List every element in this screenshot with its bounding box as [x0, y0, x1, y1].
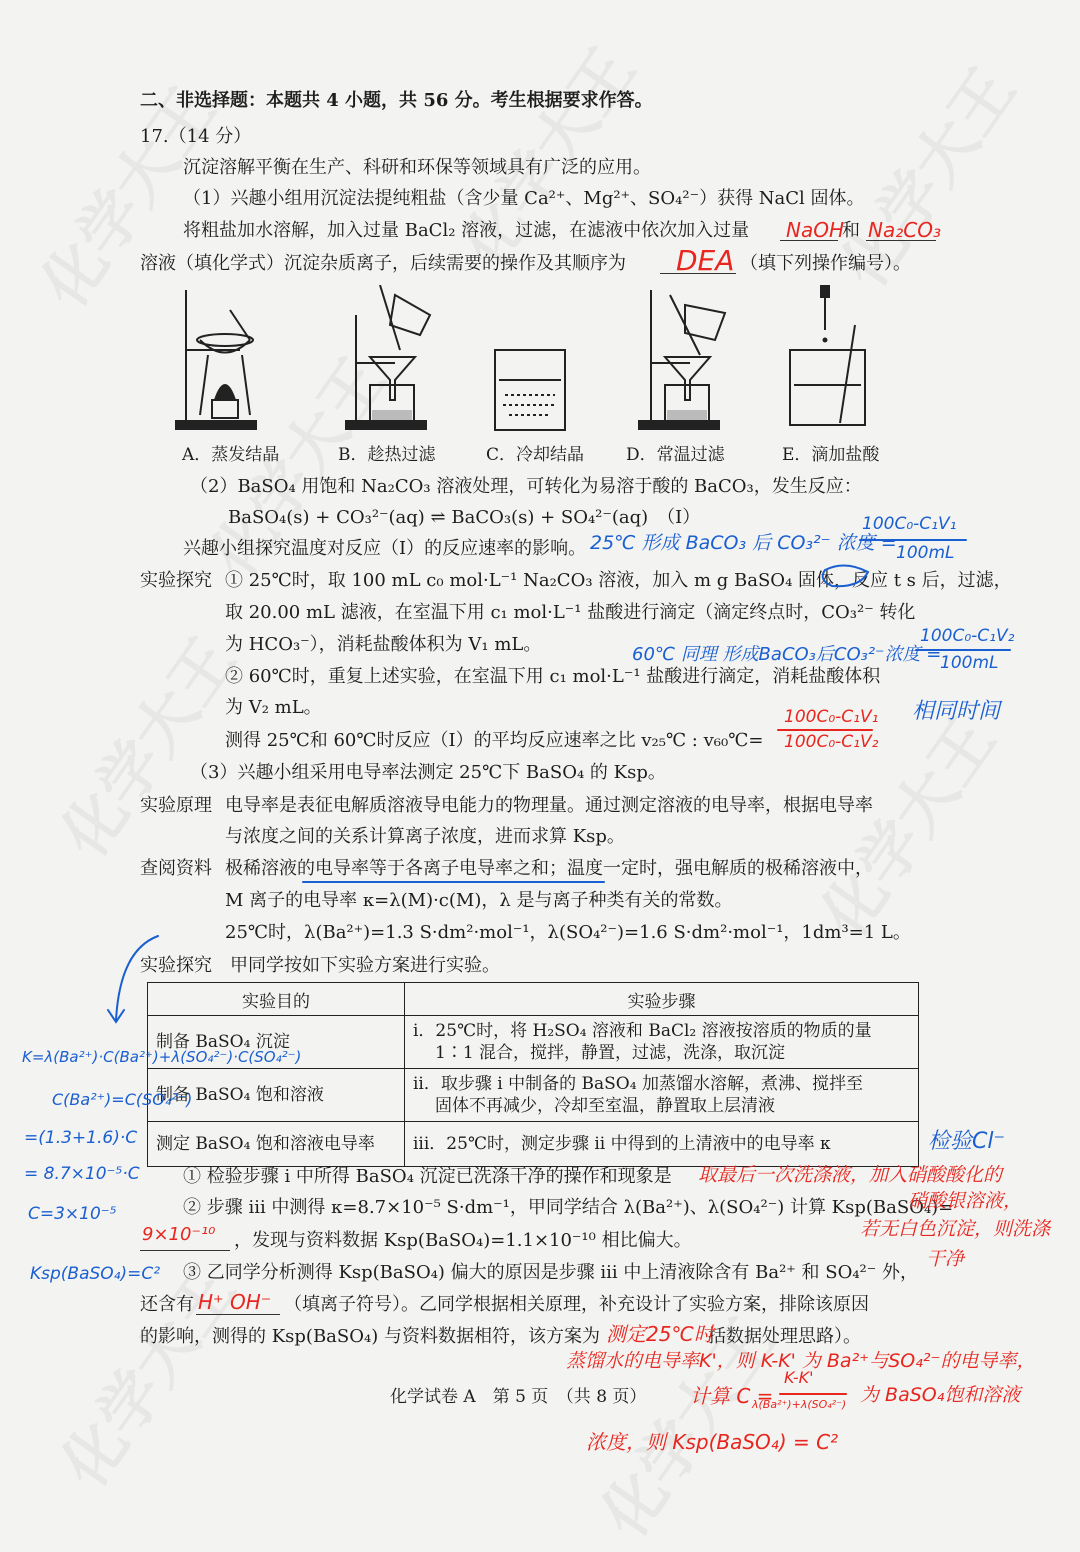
exp2-line2: 为 V₂ mL。	[225, 697, 322, 718]
sub2-line2: ，发现与资料数据 Ksp(BaSO₄)=1.1×10⁻¹⁰ 相比偏大。	[234, 1230, 692, 1251]
frac2-numerator: 100C₀-C₁V₂	[920, 626, 1015, 646]
page-footer: 化学试卷 A 第 5 页 （共 8 页）	[390, 1387, 647, 1407]
table-cell-purpose: 制备 BaSO₄ 饱和溶液	[148, 1069, 405, 1122]
section-heading: 二、非选择题：本题共 4 小题，共 56 分。考生根据要求作答。	[140, 90, 653, 111]
reaction-equation: BaSO₄(s) + CO₃²⁻(aq) ⇌ BaCO₃(s) + SO₄²⁻(aq) （I）	[228, 507, 701, 528]
ions-answer: H⁺ OH⁻	[198, 1290, 272, 1314]
reference-line3: 25℃时，λ(Ba²⁺)=1.3 S·dm²·mol⁻¹，λ(SO₄²⁻)=1.6 S·dm²·mol⁻¹，1dm³=1 L。	[225, 922, 911, 943]
answer-na2co3: Na₂CO₃	[868, 218, 941, 242]
table-cell-steps: ii．取步骤 i 中制备的 BaSO₄ 加蒸馏水溶解，煮沸、搅拌至 固体不再减少，冷却至室温，静置取上层清液	[405, 1069, 919, 1122]
table-header-steps: 实验步骤	[405, 983, 919, 1016]
principle-line1: 电导率是表征电解质溶液导电能力的物理量。通过测定溶液的电导率，根据电导率	[225, 795, 873, 816]
answer-naoh: NaOH	[786, 218, 844, 242]
apparatus-label-d: D．常温过滤	[626, 445, 725, 465]
reference-line2: M 离子的电导率 κ=λ(M)·c(M)，λ 是与离子种类有关的常数。	[225, 890, 733, 911]
reference-line1: 极稀溶液的电导率等于各离子电导率之和；温度一定时，强电解质的极稀溶液中，	[225, 858, 873, 879]
intro-text: 沉淀溶解平衡在生产、科研和环保等领域具有广泛的应用。	[183, 157, 651, 178]
calc-line5: C=3×10⁻⁵	[28, 1204, 117, 1224]
table-cell-steps: i．25℃时，将 H₂SO₄ 溶液和 BaCl₂ 溶液按溶质的物质的量 1∶1 混合，搅拌，静置，过滤，洗涤，取沉淀	[405, 1016, 919, 1069]
note-60c: 60℃ 同理 形成BaCO₃后CO₃²⁻浓度 =	[632, 644, 942, 665]
sub3-line2: 还含有	[140, 1294, 194, 1315]
table-header-purpose: 实验目的	[148, 983, 405, 1016]
principle-label: 实验原理	[140, 795, 212, 816]
part1-and: 和	[842, 220, 860, 241]
plan-line2: 蒸馏水的电导率K'，则 K-K' 为 Ba²⁺与SO₄²⁻的电导率，	[566, 1350, 1036, 1372]
table-cell-steps: iii．25℃时，测定步骤 ii 中得到的上清液中的电导率 κ	[405, 1122, 919, 1167]
exp1-line1: ① 25℃时，取 100 mL c₀ mol·L⁻¹ Na₂CO₃ 溶液，加入 m g BaSO₄ 固体，反应 t s 后，过滤，	[225, 570, 1012, 591]
exp2-line1: ② 60℃时，重复上述实验，在室温下用 c₁ mol·L⁻¹ 盐酸进行滴定，消耗盐酸体积	[225, 666, 881, 687]
plan-line3-end: 为 BaSO₄饱和溶液	[860, 1384, 1021, 1406]
plan-fraction-numerator: K-K'	[784, 1368, 814, 1387]
ratio-line: 测得 25℃和 60℃时反应（I）的平均反应速率之比 v₂₅℃ : v₆₀℃=	[225, 730, 764, 751]
frac1-denominator: 100mL	[896, 543, 955, 563]
exp1-line2: 取 20.00 mL 滤液，在室温下用 c₁ mol·L⁻¹ 盐酸进行滴定（滴定终点时，CO₃²⁻ 转化	[225, 602, 916, 623]
wash-answer-4: 干净	[926, 1248, 965, 1270]
part1-line2: 将粗盐加水溶解，加入过量 BaCl₂ 溶液，过滤，在滤液中依次加入过量	[183, 220, 750, 241]
note-check-chloride: 检验Cl⁻	[928, 1129, 1006, 1154]
calc-line4: = 8.7×10⁻⁵·C	[24, 1164, 140, 1184]
question-number: 17.（14 分）	[140, 126, 252, 147]
exp-label: 实验探究	[140, 570, 212, 591]
sub2-line1: ② 步骤 iii 中测得 κ=8.7×10⁻⁵ S·dm⁻¹，甲同学结合 λ(Ba²⁺)、λ(SO₄²⁻) 计算 Ksp(BaSO₄)=	[183, 1197, 954, 1218]
answer-operation-order: DEA	[676, 244, 735, 277]
ksp-answer: 9×10⁻¹⁰	[142, 1224, 216, 1245]
apparatus-label-a: A．蒸发结晶	[182, 445, 280, 465]
note-25c: 25℃ 形成 BaCO₃ 后 CO₃²⁻ 浓度 =	[590, 532, 897, 554]
wash-answer-3: 若无白色沉淀，则洗涤	[860, 1218, 1051, 1240]
sub3-line1: ③ 乙同学分析测得 Ksp(BaSO₄) 偏大的原因是步骤 iii 中上清液除含有 Ba²⁺ 和 SO₄²⁻ 外，	[183, 1262, 918, 1283]
part3-line1: （3）兴趣小组采用电导率法测定 25℃下 BaSO₄ 的 Ksp。	[190, 762, 666, 783]
calc-line1: K=λ(Ba²⁺)·C(Ba²⁺)+λ(SO₄²⁻)·C(SO₄²⁻)	[22, 1048, 302, 1066]
part1-line1: （1）兴趣小组用沉淀法提纯粗盐（含少量 Ca²⁺、Mg²⁺、SO₄²⁻）获得 NaCl 固体。	[183, 188, 865, 209]
apparatus-label-b: B．趁热过滤	[338, 445, 436, 465]
sub3-line3-end: 括数据处理思路）。	[708, 1326, 861, 1347]
ratio-numerator: 100C₀-C₁V₁	[784, 707, 879, 727]
calc-line2: C(Ba²⁺)=C(SO₄²⁻)	[52, 1090, 193, 1109]
sub3-line3: 的影响，测得的 Ksp(BaSO₄) 与资料数据相符，该方案为	[140, 1326, 600, 1347]
part1-line3-end: （填下列操作编号）。	[740, 253, 911, 274]
frac2-denominator: 100mL	[940, 653, 999, 673]
exp1-line3: 为 HCO₃⁻），消耗盐酸体积为 V₁ mL。	[225, 634, 542, 655]
sub1-line: ① 检验步骤 i 中所得 BaSO₄ 沉淀已洗涤干净的操作和现象是	[183, 1166, 672, 1187]
ratio-denominator: 100C₀-C₁V₂	[784, 732, 879, 752]
calc-line6: Ksp(BaSO₄)=C²	[30, 1264, 161, 1284]
reference-label: 查阅资料	[140, 858, 212, 879]
plan-line1: 测定25℃时	[606, 1322, 714, 1346]
wash-answer-1: 取最后一次洗涤液，加入硝酸酸化的	[698, 1164, 1003, 1186]
table-cell-purpose: 测定 BaSO₄ 饱和溶液电导率	[148, 1122, 405, 1167]
note-same-time: 相同时间	[912, 699, 1001, 724]
frac1-numerator: 100C₀-C₁V₁	[862, 514, 957, 534]
apparatus-label-c: C．冷却结晶	[486, 445, 585, 465]
exp3-line: 实验探究 甲同学按如下实验方案进行实验。	[140, 955, 500, 976]
part2-line3: 兴趣小组探究温度对反应（I）的反应速率的影响。	[183, 538, 587, 559]
plan-line3: 计算 C =	[690, 1384, 774, 1408]
plan-line4: 浓度，则 Ksp(BaSO₄) = C²	[586, 1430, 839, 1454]
wash-answer-2: 硝酸银溶液，	[908, 1190, 1023, 1212]
plan-fraction-denominator: λ(Ba²⁺)+λ(SO₄²⁻)	[752, 1398, 847, 1411]
part1-line3: 溶液（填化学式）沉淀杂质离子，后续需要的操作及其顺序为	[140, 253, 626, 274]
apparatus-label-e: E．滴加盐酸	[782, 445, 880, 465]
table-cell-purpose: 制备 BaSO₄ 沉淀	[148, 1016, 405, 1069]
calc-line3: =(1.3+1.6)·C	[24, 1128, 138, 1148]
part2-line1: （2）BaSO₄ 用饱和 Na₂CO₃ 溶液处理，可转化为易溶于酸的 BaCO₃，发生反应：	[190, 476, 862, 497]
sub3-line2-end: （填离子符号）。乙同学根据相关原理，补充设计了实验方案，排除该原因	[284, 1294, 869, 1315]
principle-line2: 与浓度之间的关系计算离子浓度，进而求算 Ksp。	[225, 826, 625, 847]
